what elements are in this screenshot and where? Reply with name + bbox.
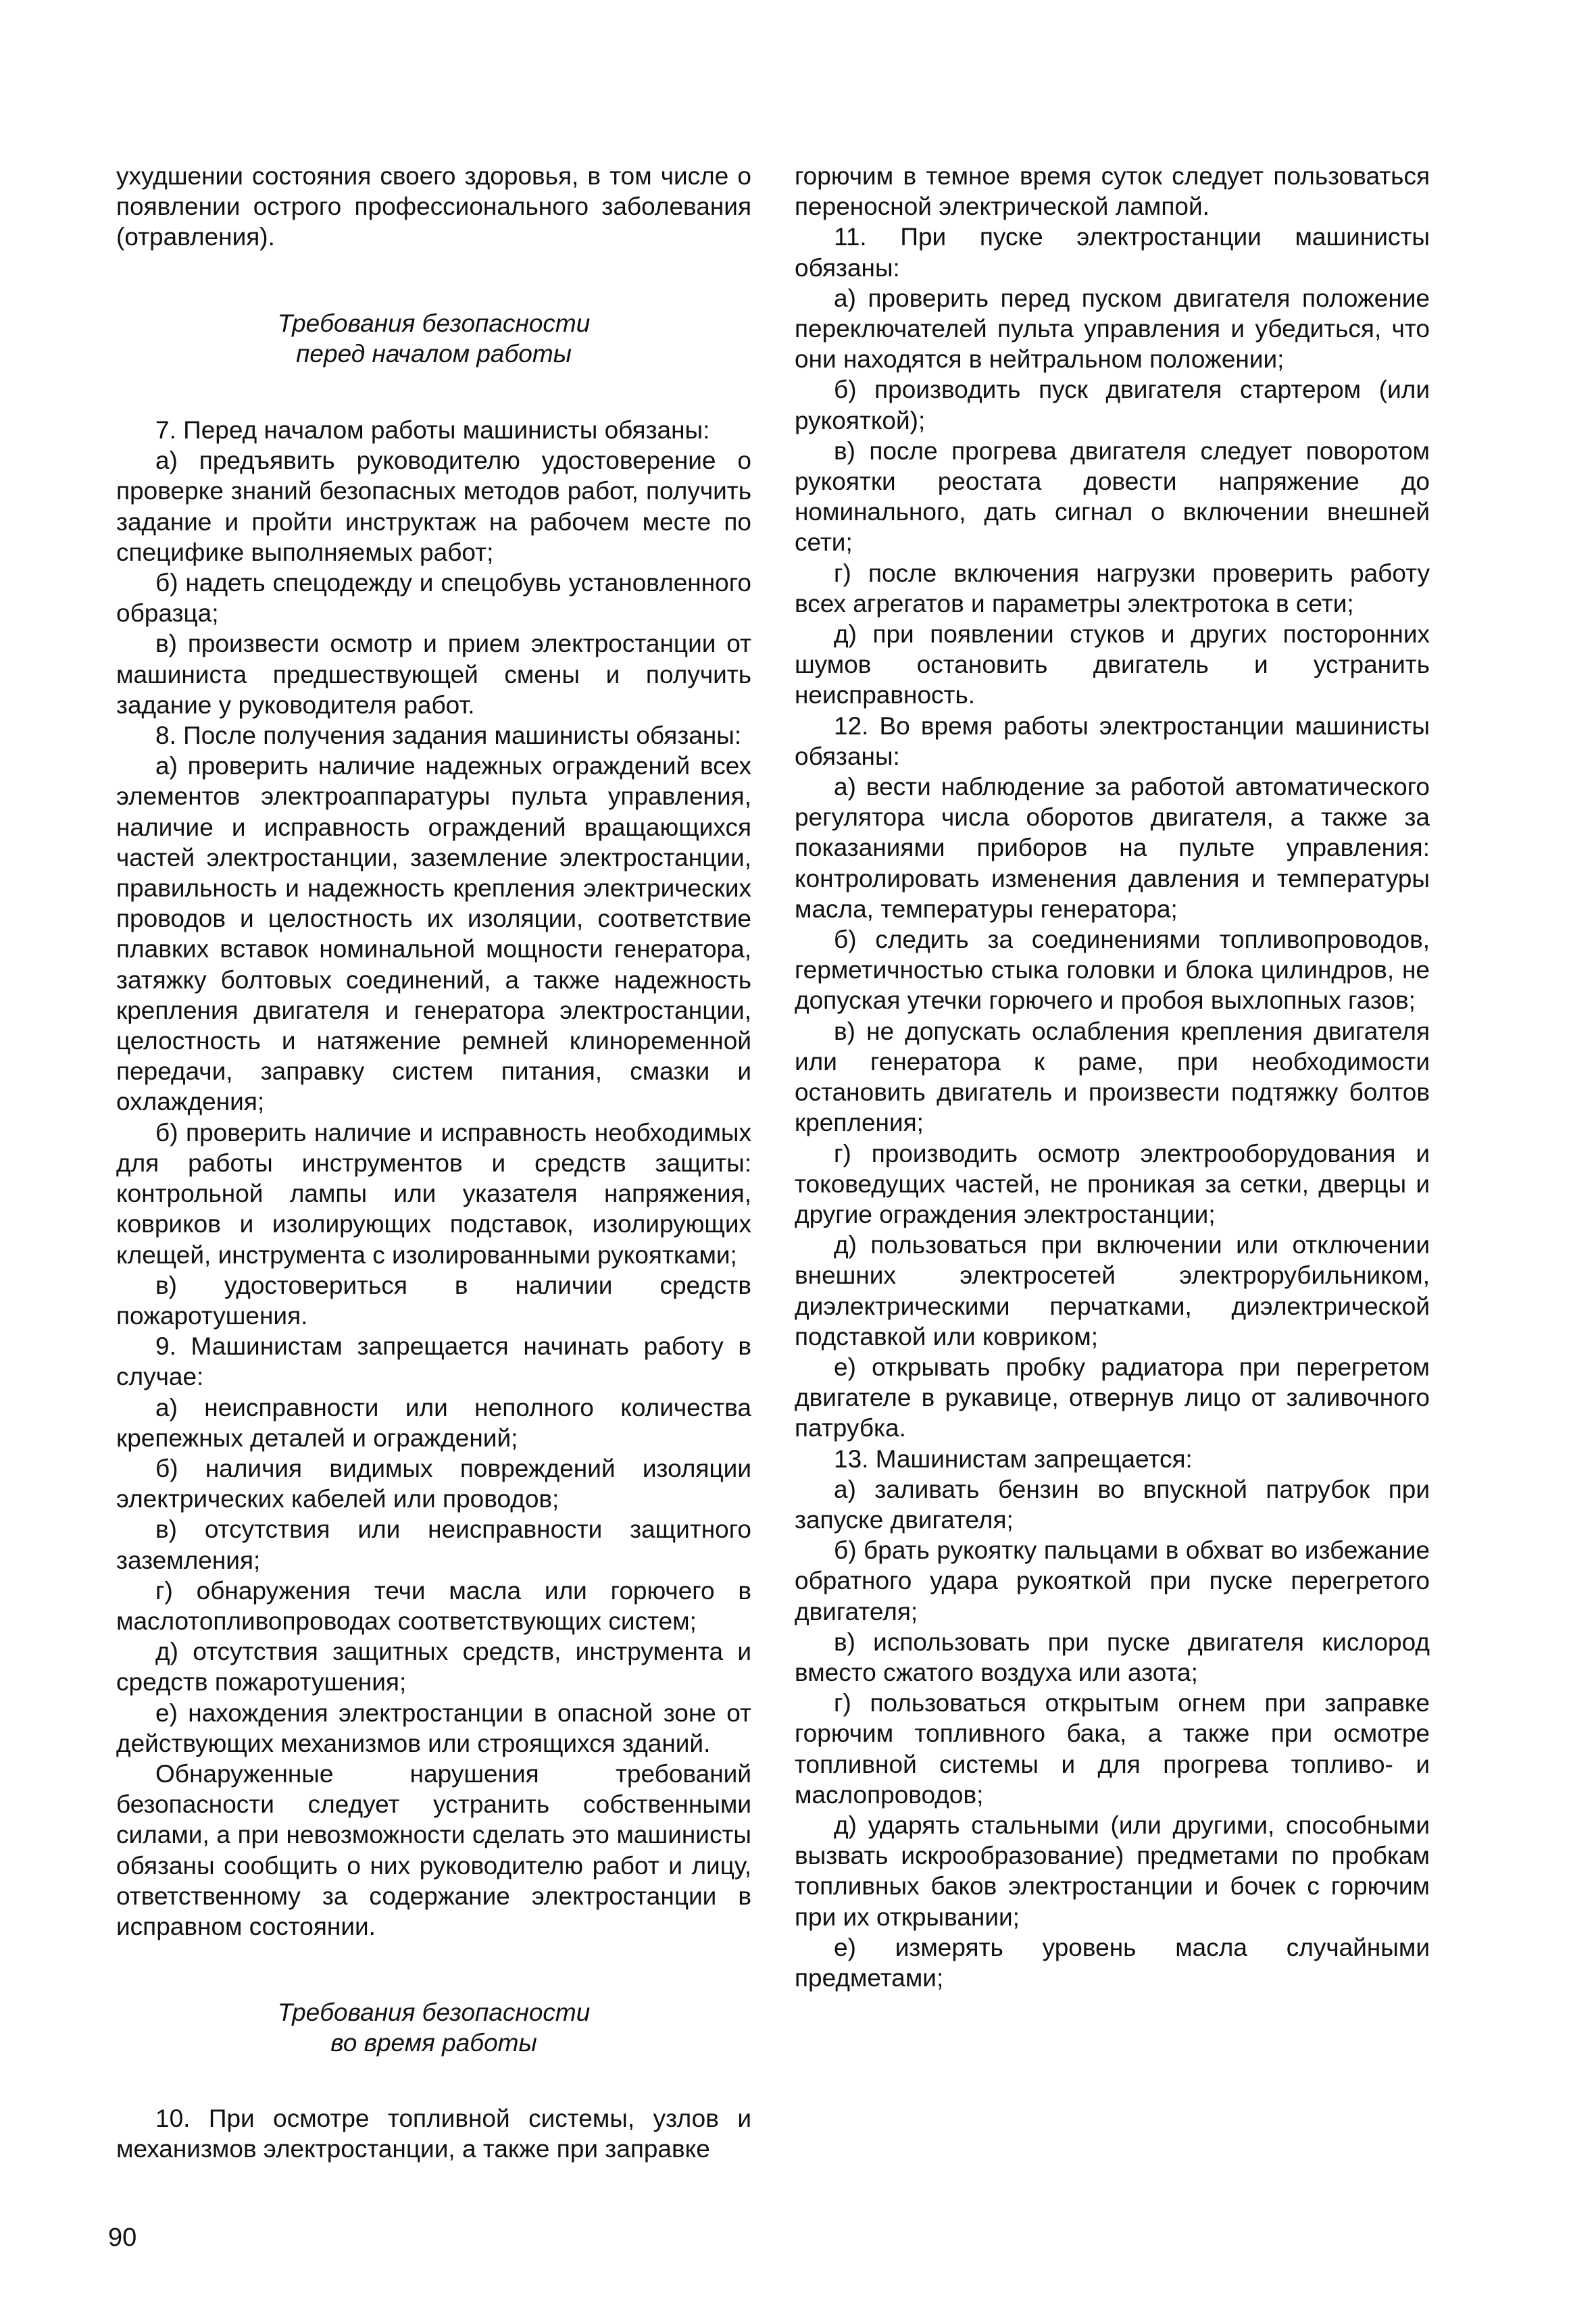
left-column [116, 161, 751, 2164]
heading-line-2: перед началом работы [296, 339, 572, 368]
paragraph-7b: б) надеть спецодежду и спецобувь установленного образца; [116, 569, 751, 628]
paragraph-9e: д) отсутствия защитных средств, инструмента и средств пожаротушения; [116, 1638, 751, 1696]
paragraph-8a: а) проверить наличие надежных ограждений всех элементов электроаппаратуры пульта управления, наличие и исправность ограждений вращающихся частей электростанции, заземление электростанции, правильность и надежность крепления электрических проводов и целостность их изоляции, соответствие плавких вставок номинальной мощности генератора, затяжку болтовых соединений, а также надежность крепления двигателя и генератора электростанции, целостность и натяжение ремней клиноременной передачи, заправку систем питания, смазки и охлаждения; [116, 752, 751, 1116]
section-heading-during-work [116, 1997, 751, 2058]
heading-line-1: Требования безопасности [277, 309, 591, 337]
paragraph-12c: в) не допускать ослабления крепления двигателя или генератора к раме, при необходимости остановить двигатель и произвести подтяжку болтов крепления; [795, 1017, 1430, 1137]
paragraph-13d: г) пользоваться открытым огнем при заправке горючим топливного бака, а также при осмотре топливной системы и для прогрева топливо- и маслопроводов; [795, 1689, 1430, 1809]
paragraph-13c: в) использовать при пуске двигателя кислород вместо сжатого воздуха или азота; [795, 1628, 1430, 1686]
page-number: 90 [108, 2223, 137, 2252]
paragraph-13a: а) заливать бензин во впускной патрубок при запуске двигателя; [795, 1475, 1430, 1534]
paragraph-11c: в) после прогрева двигателя следует поворотом рукоятки реостата довести напряжение до номинального, дать сигнал о включении внешней сети; [795, 436, 1430, 557]
paragraph-11: 11. При пуске электростанции машинисты обязаны: [795, 223, 1430, 282]
paragraph-intro: ухудшении состояния своего здоровья, в том числе о появлении острого профессионального заболевания (отравления). [116, 162, 751, 251]
paragraph-12f: е) открывать пробку радиатора при перегретом двигателе в рукавице, отвернув лицо от заливочного патрубка. [795, 1353, 1430, 1442]
paragraph-13f: е) измерять уровень масла случайными предметами; [795, 1933, 1430, 1992]
paragraph-8b: б) проверить наличие и исправность необходимых для работы инструментов и средств защиты: контрольной лампы или указателя напряжения, ковриков и изолирующих подставок, изолирующих клещей, инструмента с изолированными рукоятками; [116, 1118, 751, 1269]
paragraph-13: 13. Машинистам запрещается: [834, 1444, 1193, 1473]
paragraph-11d: г) после включения нагрузки проверить работу всех агрегатов и параметры электротока в сети; [795, 559, 1430, 618]
paragraph-11e: д) при появлении стуков и других посторонних шумов остановить двигатель и устранить неисправность. [795, 620, 1430, 709]
paragraph-9: 9. Машинистам запрещается начинать работу в случае: [116, 1332, 751, 1391]
paragraph-12e: д) пользоваться при включении или отключении внешних электросетей электрорубильником, диэлектрическими перчатками, диэлектрической подставкой или ковриком; [795, 1231, 1430, 1351]
right-column [795, 161, 1430, 1993]
heading-line-2: во время работы [330, 2029, 537, 2057]
paragraph-8: 8. После получения задания машинисты обязаны: [155, 722, 742, 750]
paragraph-12: 12. Во время работы электростанции машинисты обязаны: [795, 711, 1430, 770]
paragraph-9d: г) обнаружения течи масла или горючего в маслотопливопроводах соответствующих систем; [116, 1576, 751, 1635]
paragraph-9b: б) наличия видимых повреждений изоляции электрических кабелей или проводов; [116, 1454, 751, 1513]
paragraph-11a: а) проверить перед пуском двигателя положение переключателей пульта управления и убедиться, что они находятся в нейтральном положении; [795, 284, 1430, 374]
paragraph-8c: в) удостовериться в наличии средств пожаротушения. [116, 1271, 751, 1330]
paragraph-10-continued: горючим в темное время суток следует пользоваться переносной электрической лампой. [795, 162, 1430, 221]
paragraph-13e: д) ударять стальными (или другими, способными вызвать искрообразование) предметами по пробкам топливных баков электростанции и бочек с горючим при их открывании; [795, 1811, 1430, 1931]
paragraph-9a: а) неисправности или неполного количества крепежных деталей и ограждений; [116, 1393, 751, 1452]
paragraph-7c: в) произвести осмотр и прием электростанции от машиниста предшествующей смены и получить задание у руководителя работ. [116, 630, 751, 719]
paragraph-9f: е) нахождения электростанции в опасной зоне от действующих механизмов или строящихся зданий. [116, 1699, 751, 1757]
heading-line-1: Требования безопасности [277, 1998, 591, 2027]
paragraph-12d: г) производить осмотр электрооборудования и токоведущих частей, не проникая за сетки, дверцы и другие ограждения электростанции; [795, 1139, 1430, 1228]
paragraph-7a: а) предъявить руководителю удостоверение о проверке знаний безопасных методов работ, получить задание и пройти инструктаж на рабочем месте по специфике выполняемых работ; [116, 447, 751, 566]
paragraph-9c: в) отсутствия или неисправности защитного заземления; [116, 1515, 751, 1574]
paragraph-9g: Обнаруженные нарушения требований безопасности следует устранить собственными силами, а при невозможности сделать это машинисты обязаны сообщить о них руководителю работ и лицу, ответственному за содержание электростанции в исправном состоянии. [116, 1759, 751, 1940]
section-heading-before-work [116, 308, 751, 369]
paragraph-7: 7. Перед началом работы машинисты обязаны: [155, 416, 710, 445]
paragraph-13b: б) брать рукоятку пальцами в обхват во избежание обратного удара рукояткой при пуске перегретого двигателя; [795, 1536, 1430, 1626]
paragraph-11b: б) производить пуск двигателя стартером (или рукояткой); [795, 376, 1430, 434]
paragraph-12a: а) вести наблюдение за работой автоматического регулятора числа оборотов двигателя, а также за показаниями приборов на пульте управления: контролировать изменения давления и температуры масла, температуры генератора; [795, 773, 1430, 923]
paragraph-12b: б) следить за соединениями топливопроводов, герметичностью стыка головки и блока цилиндров, не допуская утечки горючего и пробоя выхлопных газов; [795, 926, 1430, 1015]
paragraph-10: 10. При осмотре топливной системы, узлов и механизмов электростанции, а также при заправке [116, 2104, 751, 2163]
